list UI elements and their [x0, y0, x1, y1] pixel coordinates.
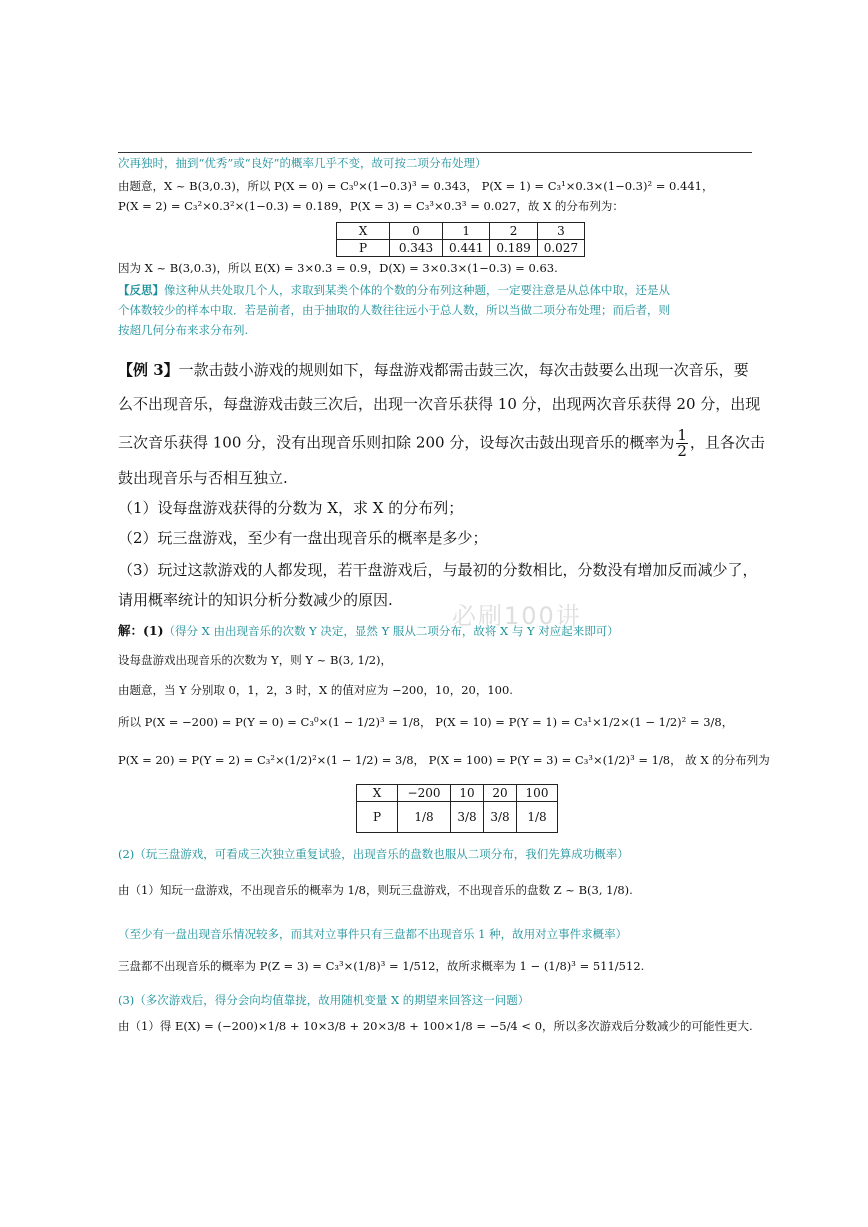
reflection-text: 像这种从共处取几个人，求取到某类个体的个数的分布列这种题，一定要注意是从总体中取，还是从	[164, 283, 670, 297]
top-divider-line	[118, 152, 752, 153]
solution-step-4: P(X = 20) = P(Y = 2) = C₃²×(1/2)²×(1 − 1/2) = 3/8， P(X = 100) = P(Y = 3) = C₃³×(1/2)³ = 1/8， 故 X 的分布列为	[118, 753, 770, 767]
solution-step-5: 由（1）知玩一盘游戏，不出现音乐的概率为 1/8，则玩三盘游戏，不出现音乐的盘数 Z ~ B(3, 1/8).	[118, 883, 633, 897]
table2-header-x: X	[357, 785, 398, 802]
table2-row-p: P	[357, 802, 398, 833]
solution-line-3: 因为 X ~ B(3,0.3)，所以 E(X) = 3×0.3 = 0.9，D(X) = 3×0.3×(1−0.3) = 0.63.	[118, 261, 558, 275]
solution-step-2: 由题意，当 Y 分别取 0，1，2，3 时，X 的值对应为 −200，10，20，100.	[118, 683, 513, 697]
table2-cell: 1/8	[398, 802, 451, 833]
example-line-1	[118, 362, 758, 379]
table1-header-cell: 3	[537, 223, 584, 240]
solution-header	[118, 622, 758, 640]
solution-hint-2: (2)（玩三盘游戏，可看成三次独立重复试验，出现音乐的盘数也服从二项分布，我们先算成功概率）	[118, 847, 629, 861]
reflection-line-2: 个体数较少的样本中取．若是前者，由于抽取的人数往往远小于总人数，所以当做二项分布处理；而后者，则	[118, 303, 670, 317]
solution-step-1: 设每盘游戏出现音乐的次数为 Y，则 Y ~ B(3, 1/2)，	[118, 653, 392, 667]
distribution-table-2	[356, 784, 558, 833]
question-1: （1）设每盘游戏获得的分数为 X，求 X 的分布列；	[118, 499, 464, 517]
table1-cell: 0.027	[537, 240, 584, 257]
table1-header-cell: 1	[443, 223, 490, 240]
table1-cell: 0.189	[490, 240, 537, 257]
table2-cell: 3/8	[451, 802, 484, 833]
continued-text: 次再独时，抽到“优秀”或“良好”的概率几乎不变，故可按二项分布处理）	[118, 156, 487, 170]
solution-hint-3: （至少有一盘出现音乐情况较多，而其对立事件只有三盘都不出现音乐 1 种，故用对立事件求概率）	[118, 927, 628, 941]
solution-label: 解：(1)	[118, 623, 164, 638]
fraction-denominator: 2	[677, 442, 687, 460]
reflection-tag: 【反思】	[118, 283, 164, 297]
reflection-line-1	[118, 282, 758, 299]
solution-hint: （得分 X 由出现音乐的次数 Y 决定，显然 Y 服从二项分布，故将 X 与 Y 对应起来即可）	[163, 624, 619, 638]
solution-step-7: 由（1）得 E(X) = (−200)×1/8 + 10×3/8 + 20×3/8 + 100×1/8 = −5/4 < 0，所以多次游戏后分数减少的可能性更大.	[118, 1019, 753, 1033]
solution-line-1: 由题意，X ~ B(3,0.3)，所以 P(X = 0) = C₃⁰×(1−0.3)³ = 0.343， P(X = 1) = C₃¹×0.3×(1−0.3)² = 0.441，	[118, 179, 714, 193]
example-text: ，且各次击	[689, 433, 765, 452]
table2-cell: 1/8	[517, 802, 558, 833]
table2-header-cell: 20	[484, 785, 517, 802]
example-line-3	[118, 426, 765, 460]
watermark: 必刷100讲	[452, 602, 582, 630]
table1-header-cell: 0	[390, 223, 443, 240]
question-2: （2）玩三盘游戏，至少有一盘出现音乐的概率是多少；	[118, 529, 488, 547]
table2-header-cell: −200	[398, 785, 451, 802]
solution-step-3: 所以 P(X = −200) = P(Y = 0) = C₃⁰×(1 − 1/2)³ = 1/8， P(X = 10) = P(Y = 1) = C₃¹×1/2×(1 − 1/2)² = 3/8，	[118, 715, 734, 729]
example-text: 三次音乐获得 100 分，没有出现音乐则扣除 200 分，设每次击鼓出现音乐的概率为	[118, 433, 675, 452]
reflection-line-3: 按超几何分布来求分布列.	[118, 323, 249, 337]
table1-row-p: P	[337, 240, 390, 257]
table1-cell: 0.441	[443, 240, 490, 257]
example-text: 一款击鼓小游戏的规则如下，每盘游戏都需击鼓三次，每次击鼓要么出现一次音乐，要	[178, 361, 749, 379]
solution-hint-4: (3)（多次游戏后，得分会向均值靠拢，故用随机变量 X 的期望来回答这一问题）	[118, 993, 530, 1007]
probability-fraction	[676, 428, 688, 459]
example-line-2: 么不出现音乐，每盘游戏击鼓三次后，出现一次音乐获得 10 分，出现两次音乐获得 20 分，出现	[118, 395, 761, 413]
table2-header-cell: 100	[517, 785, 558, 802]
table1-header-x: X	[337, 223, 390, 240]
table2-cell: 3/8	[484, 802, 517, 833]
fraction-numerator: 1	[677, 426, 687, 444]
question-3-continued: 请用概率统计的知识分析分数减少的原因.	[118, 591, 393, 609]
distribution-table-1	[336, 222, 585, 257]
example-tag: 【例 3】	[118, 361, 179, 379]
solution-step-6: 三盘都不出现音乐的概率为 P(Z = 3) = C₃³×(1/8)³ = 1/512，故所求概率为 1 − (1/8)³ = 511/512.	[118, 959, 645, 973]
solution-line-2: P(X = 2) = C₃²×0.3²×(1−0.3) = 0.189，P(X = 3) = C₃³×0.3³ = 0.027，故 X 的分布列为：	[118, 199, 624, 213]
question-3: （3）玩过这款游戏的人都发现，若干盘游戏后，与最初的分数相比，分数没有增加反而减少了，	[118, 561, 758, 579]
table1-header-cell: 2	[490, 223, 537, 240]
table1-cell: 0.343	[390, 240, 443, 257]
example-line-4: 鼓出现音乐与否相互独立.	[118, 469, 288, 487]
table2-header-cell: 10	[451, 785, 484, 802]
